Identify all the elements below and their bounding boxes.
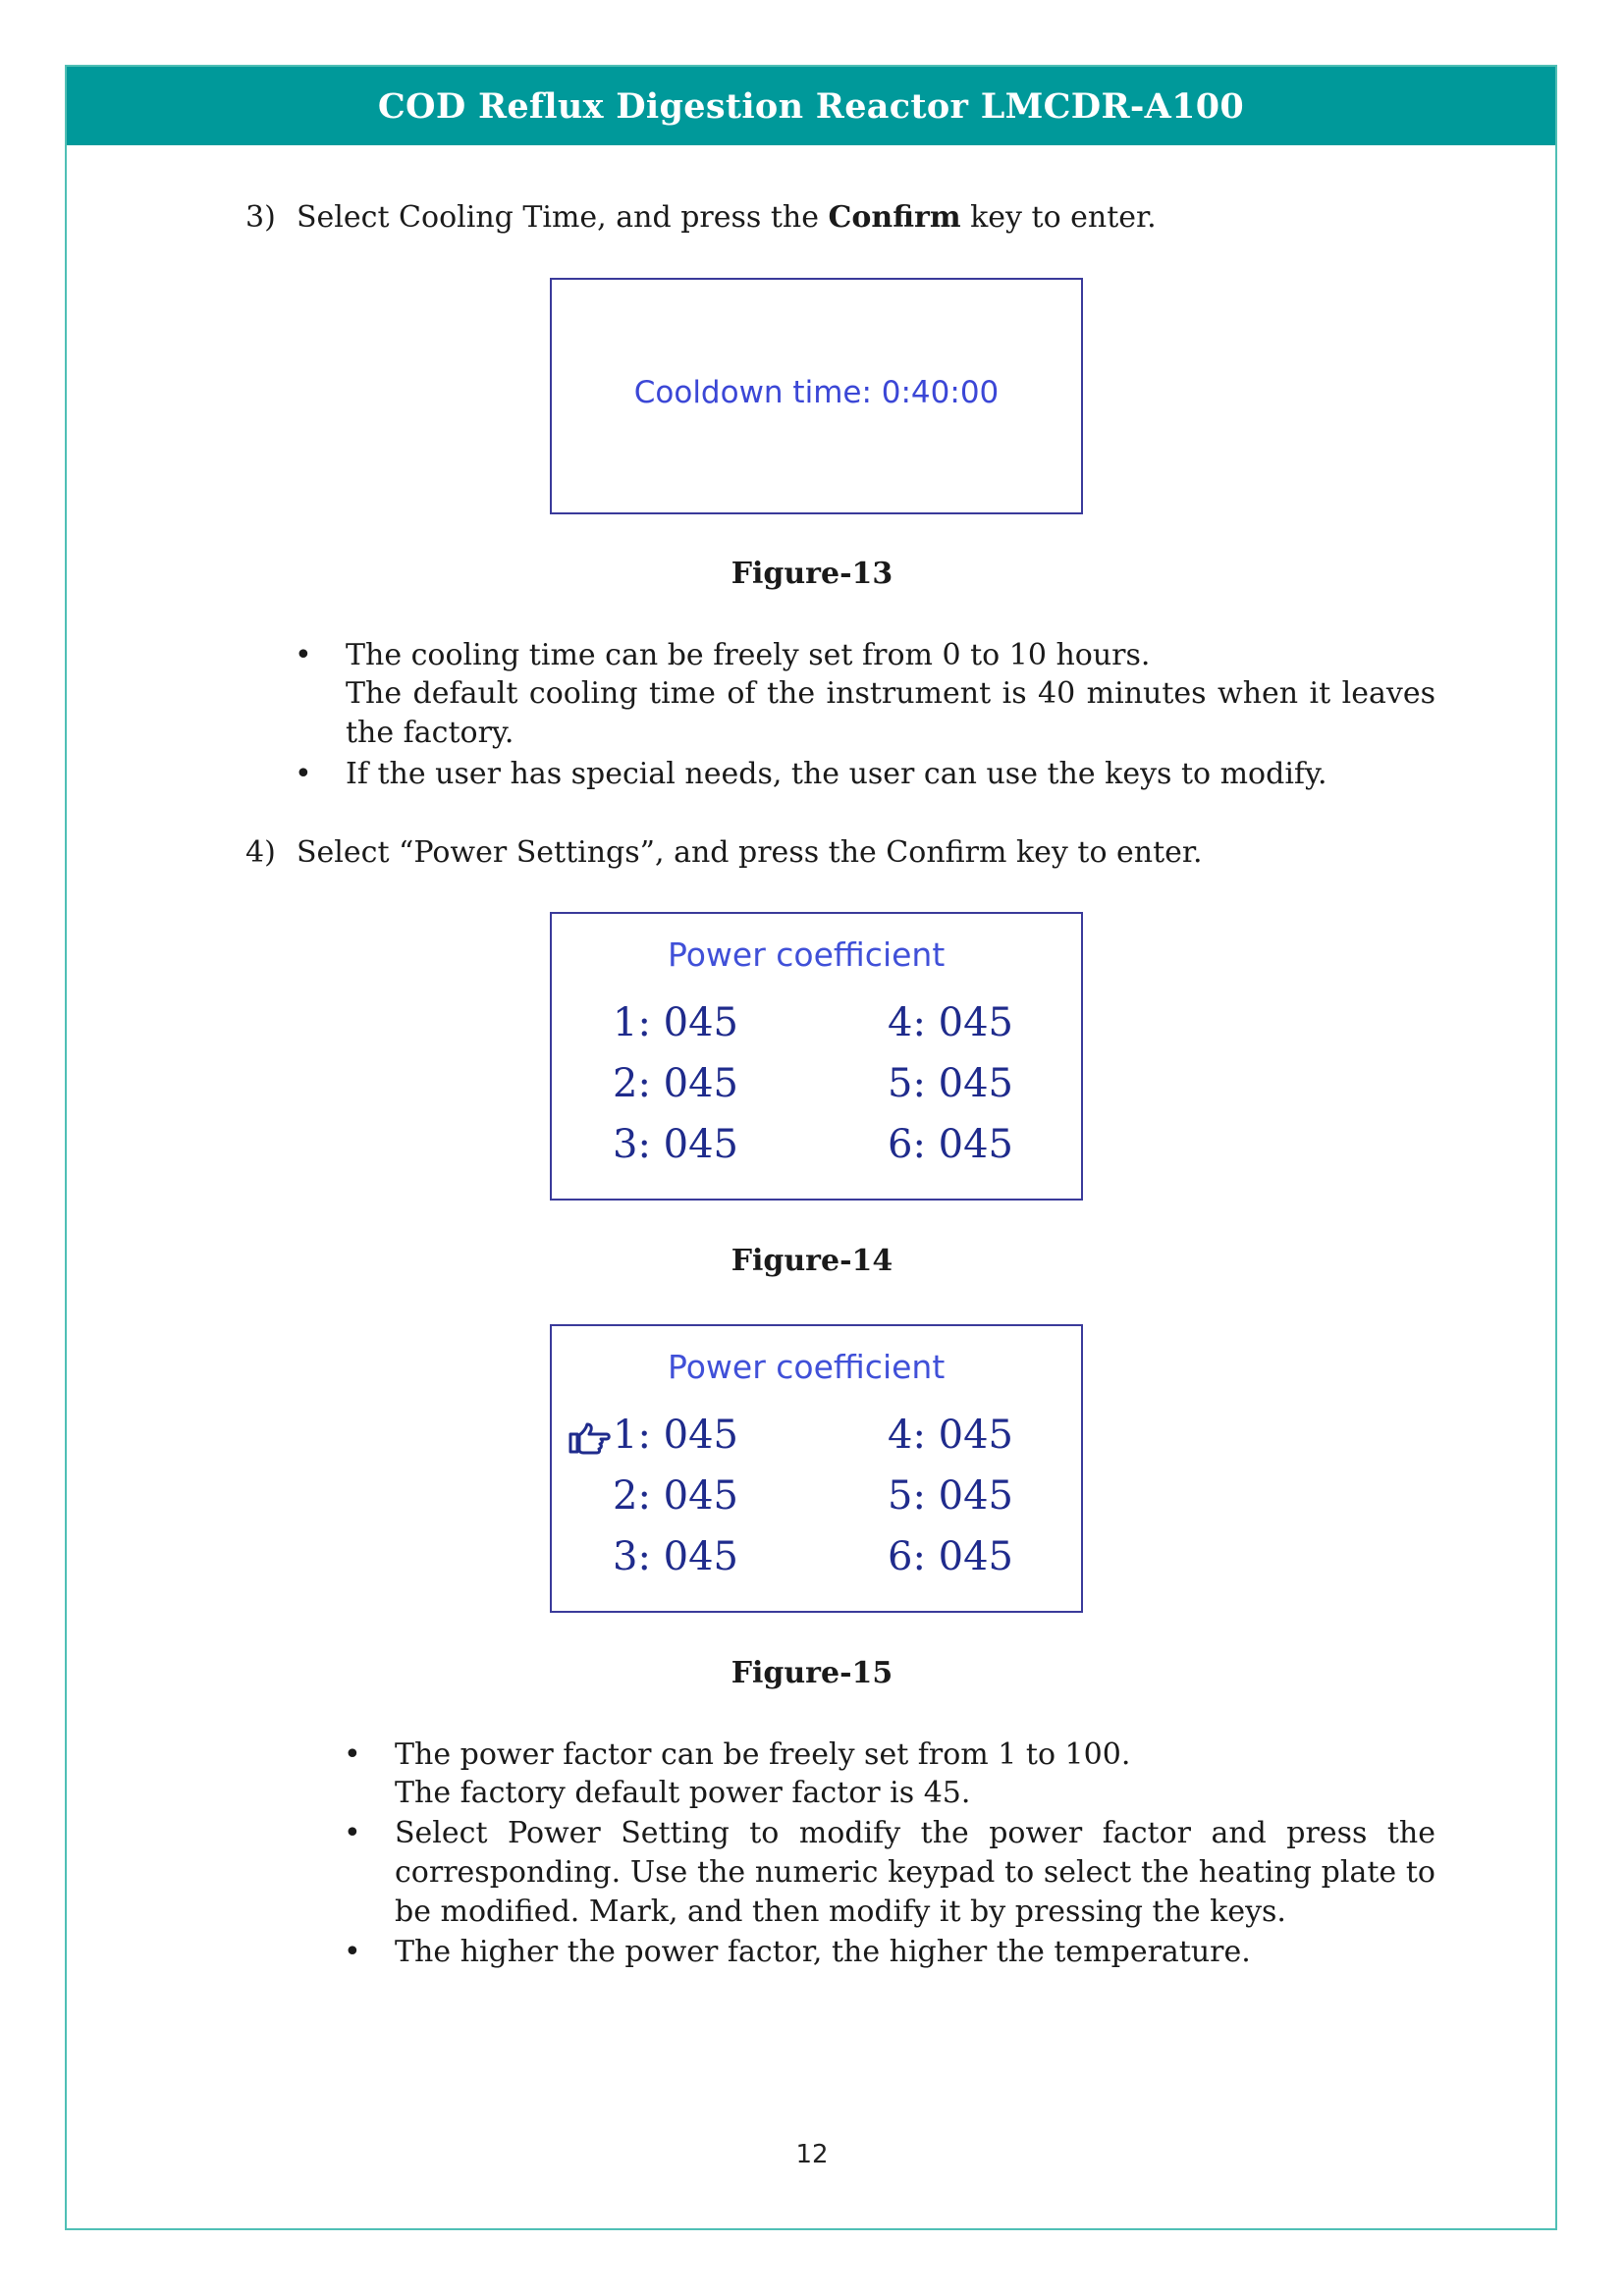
page-number: 12 [795, 2140, 829, 2169]
coefficient-item: 3: 045 [613, 1534, 739, 1579]
coefficient-item: 1: 045 [613, 1000, 739, 1045]
cooldown-screen [550, 278, 1083, 514]
bullet-5-text: The higher the power factor, the higher the temperature. [395, 1935, 1251, 1969]
coefficient-item: 5: 045 [888, 1061, 1014, 1106]
cooldown-text: Cooldown time: 0:40:00 [633, 375, 1000, 410]
coefficient-item: 4: 045 [888, 1413, 1014, 1458]
coefficient-item: 5: 045 [888, 1473, 1014, 1519]
step-3-post: key to enter. [960, 200, 1157, 235]
step-4-text: Select “Power Settings”, and press the Confirm key to enter. [297, 835, 1203, 870]
figure-15-caption: Figure-15 [731, 1656, 893, 1690]
bullet-dot: • [295, 638, 312, 672]
bullet-1-line1: The cooling time can be freely set from 0 to 10 hours. [346, 638, 1151, 672]
bullet-dot: • [344, 1816, 361, 1850]
step-3-bold: Confirm [828, 200, 961, 235]
step-4 [245, 833, 1203, 873]
step-3-pre: Select Cooling Time, and press the [297, 200, 829, 235]
pointing-hand-icon [568, 1422, 611, 1458]
page-header [67, 67, 1555, 145]
coefficient-item: 6: 045 [888, 1534, 1014, 1579]
coefficient-item: 3: 045 [613, 1122, 739, 1167]
bullet-dot: • [295, 757, 312, 791]
power-coefficient-screen-selected [550, 1324, 1083, 1613]
bullet-4-text: Select Power Setting to modify the power factor and press the corresponding. Use the numeric keypad to select the heating plate to be modified. Mark, and then modify it by pressing the keys. [395, 1816, 1435, 1929]
coefficient-item: 2: 045 [613, 1061, 739, 1106]
bullet-3-line2: The factory default power factor is 45. [395, 1776, 971, 1810]
coefficient-item: 2: 045 [613, 1473, 739, 1519]
bullet-1-line2: The default cooling time of the instrument is 40 minutes when it leaves the factory. [346, 676, 1435, 750]
power-coefficient-title: Power coefficient [668, 935, 946, 974]
step-3 [245, 198, 1157, 238]
step-3-number: 3) [245, 200, 276, 235]
figure-14-caption: Figure-14 [731, 1244, 893, 1278]
coefficient-item-selected: 1: 045 [613, 1413, 739, 1458]
coefficient-item: 4: 045 [888, 1000, 1014, 1045]
header-title: COD Reflux Digestion Reactor LMCDR-A100 [377, 85, 1245, 127]
power-coefficient-title: Power coefficient [668, 1348, 946, 1386]
bullet-2-line1: If the user has special needs, the user can use the keys to modify. [346, 757, 1327, 791]
bullet-dot: • [344, 1737, 361, 1772]
step-4-number: 4) [245, 835, 276, 870]
figure-13-caption: Figure-13 [731, 557, 893, 591]
coefficient-item: 6: 045 [888, 1122, 1014, 1167]
bullet-dot: • [344, 1935, 361, 1969]
power-coefficient-screen [550, 912, 1083, 1201]
bullet-3-line1: The power factor can be freely set from 1 to 100. [395, 1737, 1131, 1772]
